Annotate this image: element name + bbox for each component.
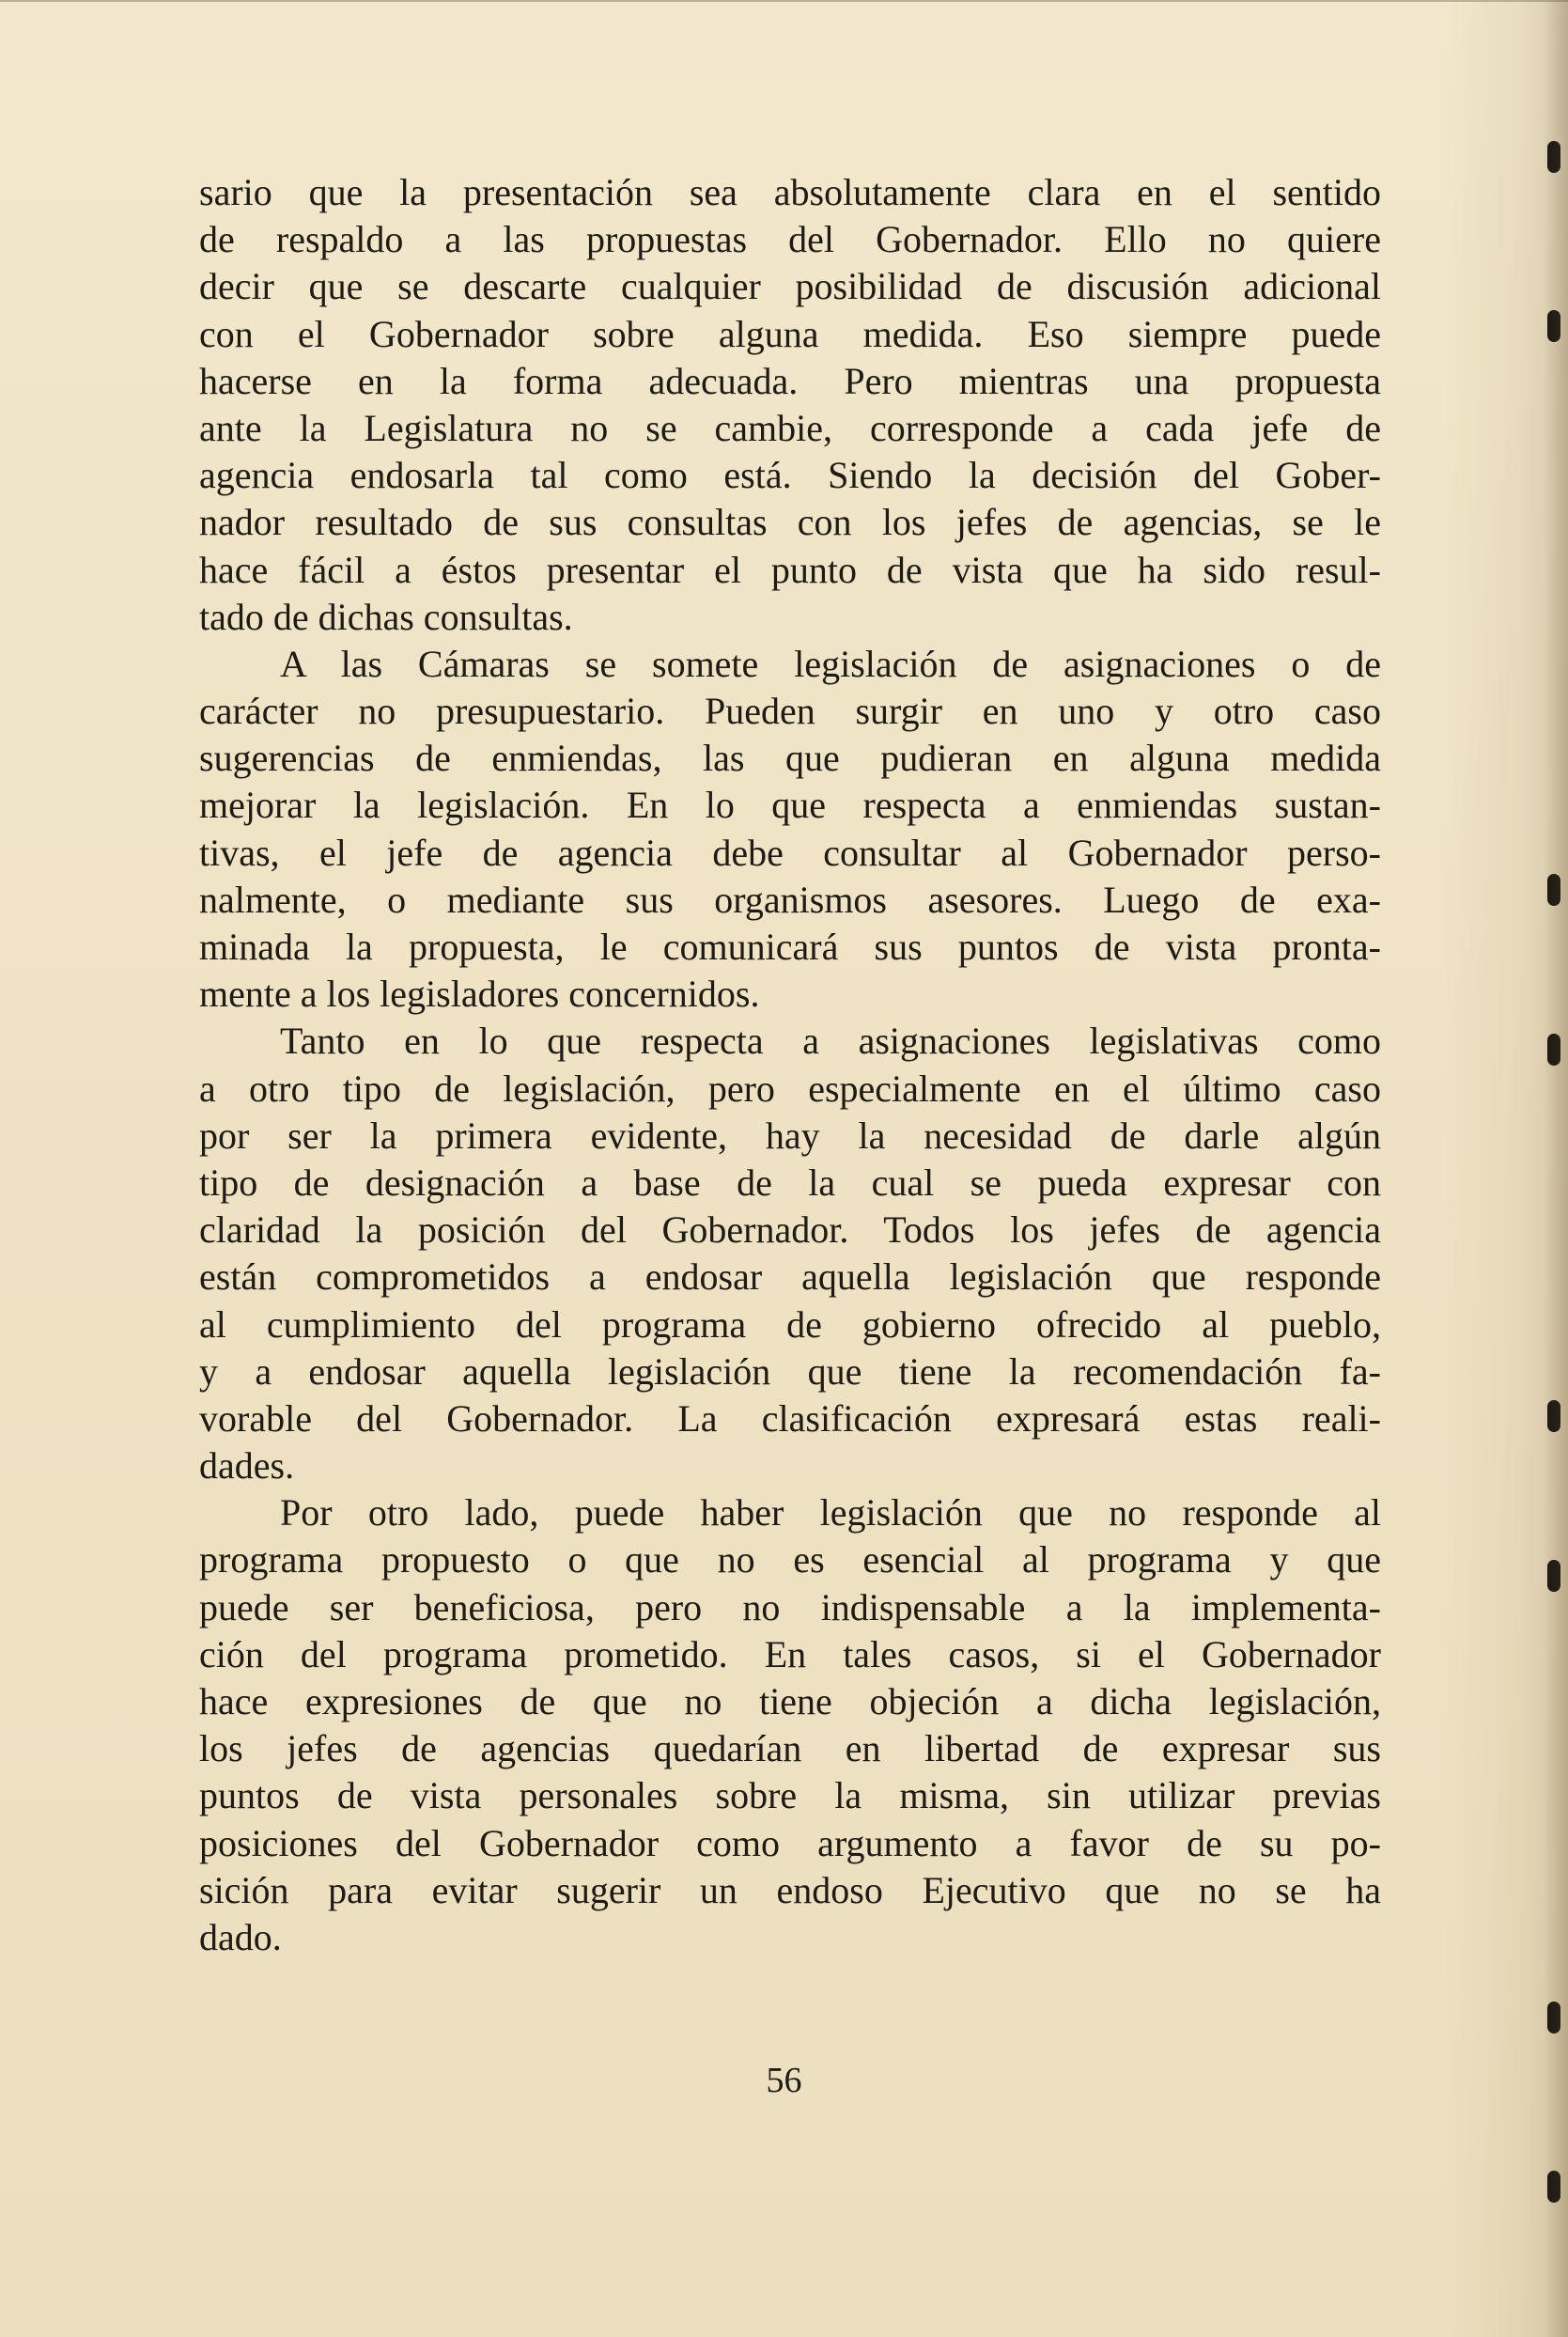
text-line: a otro tipo de legislación, pero especialmente en el último caso [199, 1067, 1381, 1110]
text-line: nalmente, o mediante sus organismos asesores. Luego de exa- [199, 878, 1381, 921]
paragraph [199, 1018, 1381, 1489]
text-line: y a endosar aquella legislación que tiene la recomendación fa- [199, 1349, 1381, 1393]
text-line: de respaldo a las propuestas del Gobernador. Ello no quiere [199, 218, 1381, 261]
text-line: agencia endosarla tal como está. Siendo la decisión del Gober- [199, 454, 1381, 497]
text-line: dades. [199, 1444, 295, 1488]
text-line: hacerse en la forma adecuada. Pero mientras una propuesta [199, 359, 1381, 402]
text-line: tipo de designación a base de la cual se pueda expresar con [199, 1161, 1381, 1204]
text-line: claridad la posición del Gobernador. Todos los jefes de agencia [199, 1208, 1381, 1252]
text-line: mejorar la legislación. En lo que respecta a enmiendas sustan- [199, 784, 1381, 827]
text-line: mente a los legisladores concernidos. [199, 973, 760, 1016]
text-line: con el Gobernador sobre alguna medida. Eso siempre puede [199, 312, 1381, 355]
text-line: los jefes de agencias quedarían en libertad de expresar sus [199, 1727, 1381, 1770]
page-number: 56 [766, 2061, 802, 2100]
text-line: minada la propuesta, le comunicará sus puntos de vista pronta- [199, 926, 1381, 968]
text-line: sario que la presentación sea absolutamente clara en el sentido [199, 171, 1381, 213]
text-line: ante la Legislatura no se cambie, corresponde a cada jefe de [199, 406, 1381, 449]
text-line: carácter no presupuestario. Pueden surgir en uno y otro caso [199, 690, 1381, 733]
text-line: puede ser beneficiosa, pero no indispensable a la implementa- [199, 1585, 1381, 1628]
text-line: sición para evitar sugerir un endoso Ejecutivo que no se ha [199, 1868, 1381, 1911]
text-line: Tanto en lo que respecta a asignaciones legislativas como [280, 1020, 1381, 1063]
paragraph [199, 1489, 1381, 1961]
text-line: están comprometidos a endosar aquella legislación que responde [199, 1255, 1381, 1299]
text-line: hace expresiones de que no tiene objeción a dicha legislación, [199, 1680, 1381, 1722]
paragraph [199, 169, 1381, 641]
text-line: decir que se descarte cualquier posibilidad de discusión adicional [199, 265, 1381, 308]
text-line: dado. [199, 1915, 282, 1958]
text-line: Por otro lado, puede haber legislación que no responde al [280, 1491, 1381, 1535]
text-line: programa propuesto o que no es esencial al programa y que [199, 1538, 1381, 1581]
text-line: A las Cámaras se somete legislación de asignaciones o de [280, 642, 1381, 685]
text-line: puntos de vista personales sobre la misma, sin utilizar previas [199, 1774, 1381, 1817]
text-line: al cumplimiento del programa de gobierno ofrecido al pueblo, [199, 1302, 1381, 1346]
body-text [199, 169, 1381, 1961]
text-line: vorable del Gobernador. La clasificación expresará estas reali- [199, 1396, 1381, 1440]
text-line: nador resultado de sus consultas con los jefes de agencias, se le [199, 501, 1381, 544]
text-line: posiciones del Gobernador como argumento a favor de su po- [199, 1821, 1381, 1864]
text-line: ción del programa prometido. En tales casos, si el Gobernador [199, 1632, 1381, 1675]
paragraph [199, 641, 1381, 1019]
page-top-edge [0, 0, 1568, 2]
page-edge-shadow [1544, 0, 1568, 2337]
text-line: por ser la primera evidente, hay la necesidad de darle algún [199, 1114, 1381, 1157]
text-line: hace fácil a éstos presentar el punto de vista que ha sido resul- [199, 548, 1381, 591]
text-line: sugerencias de enmiendas, las que pudieran en alguna medida [199, 737, 1381, 780]
text-line: tado de dichas consultas. [199, 595, 573, 638]
text-line: tivas, el jefe de agencia debe consultar al Gobernador perso- [199, 831, 1381, 874]
